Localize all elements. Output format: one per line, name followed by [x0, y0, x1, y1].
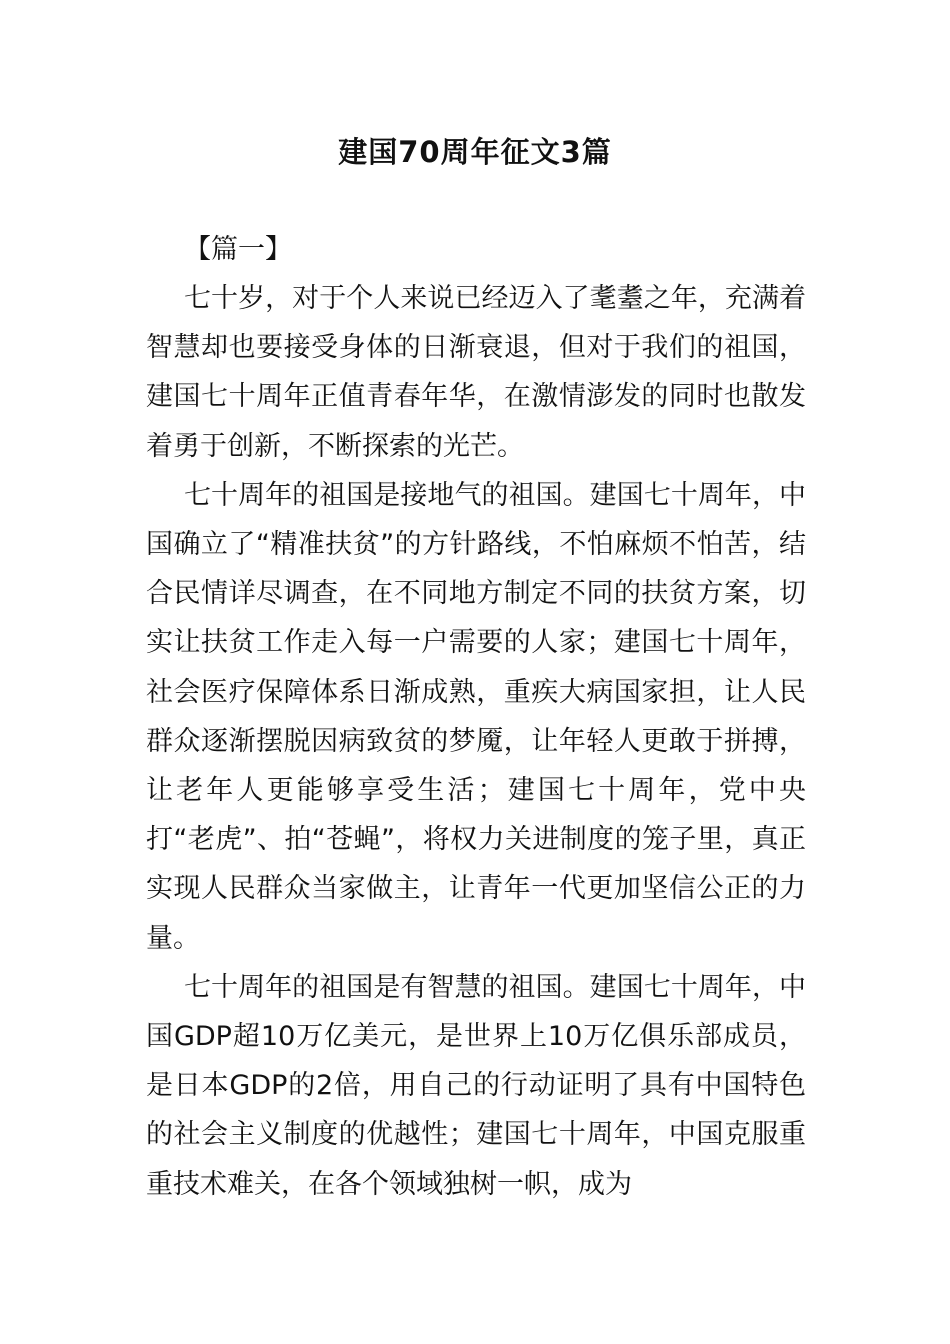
document-body	[146, 274, 806, 1209]
paragraph: 七十周年的祖国是接地气的祖国。建国七十周年，中国确立了“精准扶贫”的方针路线，不怕麻烦不怕苦，结合民情详尽调查，在不同地方制定不同的扶贫方案，切实让扶贫工作走入每一户需要的人家；建国七十周年，社会医疗保障体系日渐成熟，重疾大病国家担，让人民群众逐渐摆脱因病致贫的梦魇，让年轻人更敢于拼搏，让老年人更能够享受生活；建国七十周年，党中央打“老虎”、拍“苍蝇”，将权力关进制度的笼子里，真正实现人民群众当家做主，让青年一代更加坚信公正的力量。	[146, 479, 806, 954]
paragraph: 七十岁，对于个人来说已经迈入了耄耋之年，充满着智慧却也要接受身体的日渐衰退，但对于我们的祖国，建国七十周年正值青春年华，在激情澎发的同时也散发着勇于创新，不断探索的光芒。	[146, 283, 806, 462]
paragraph: 七十周年的祖国是有智慧的祖国。建国七十周年，中国GDP超10万亿美元，是世界上10万亿俱乐部成员，是日本GDP的2倍，用自己的行动证明了具有中国特色的社会主义制度的优越性；建国七十周年，中国克服重重技术难关，在各个领域独树一帜，成为	[146, 971, 806, 1200]
section-heading: 【篇一】	[184, 234, 292, 265]
document-title: 建国70周年征文3篇	[338, 135, 612, 169]
